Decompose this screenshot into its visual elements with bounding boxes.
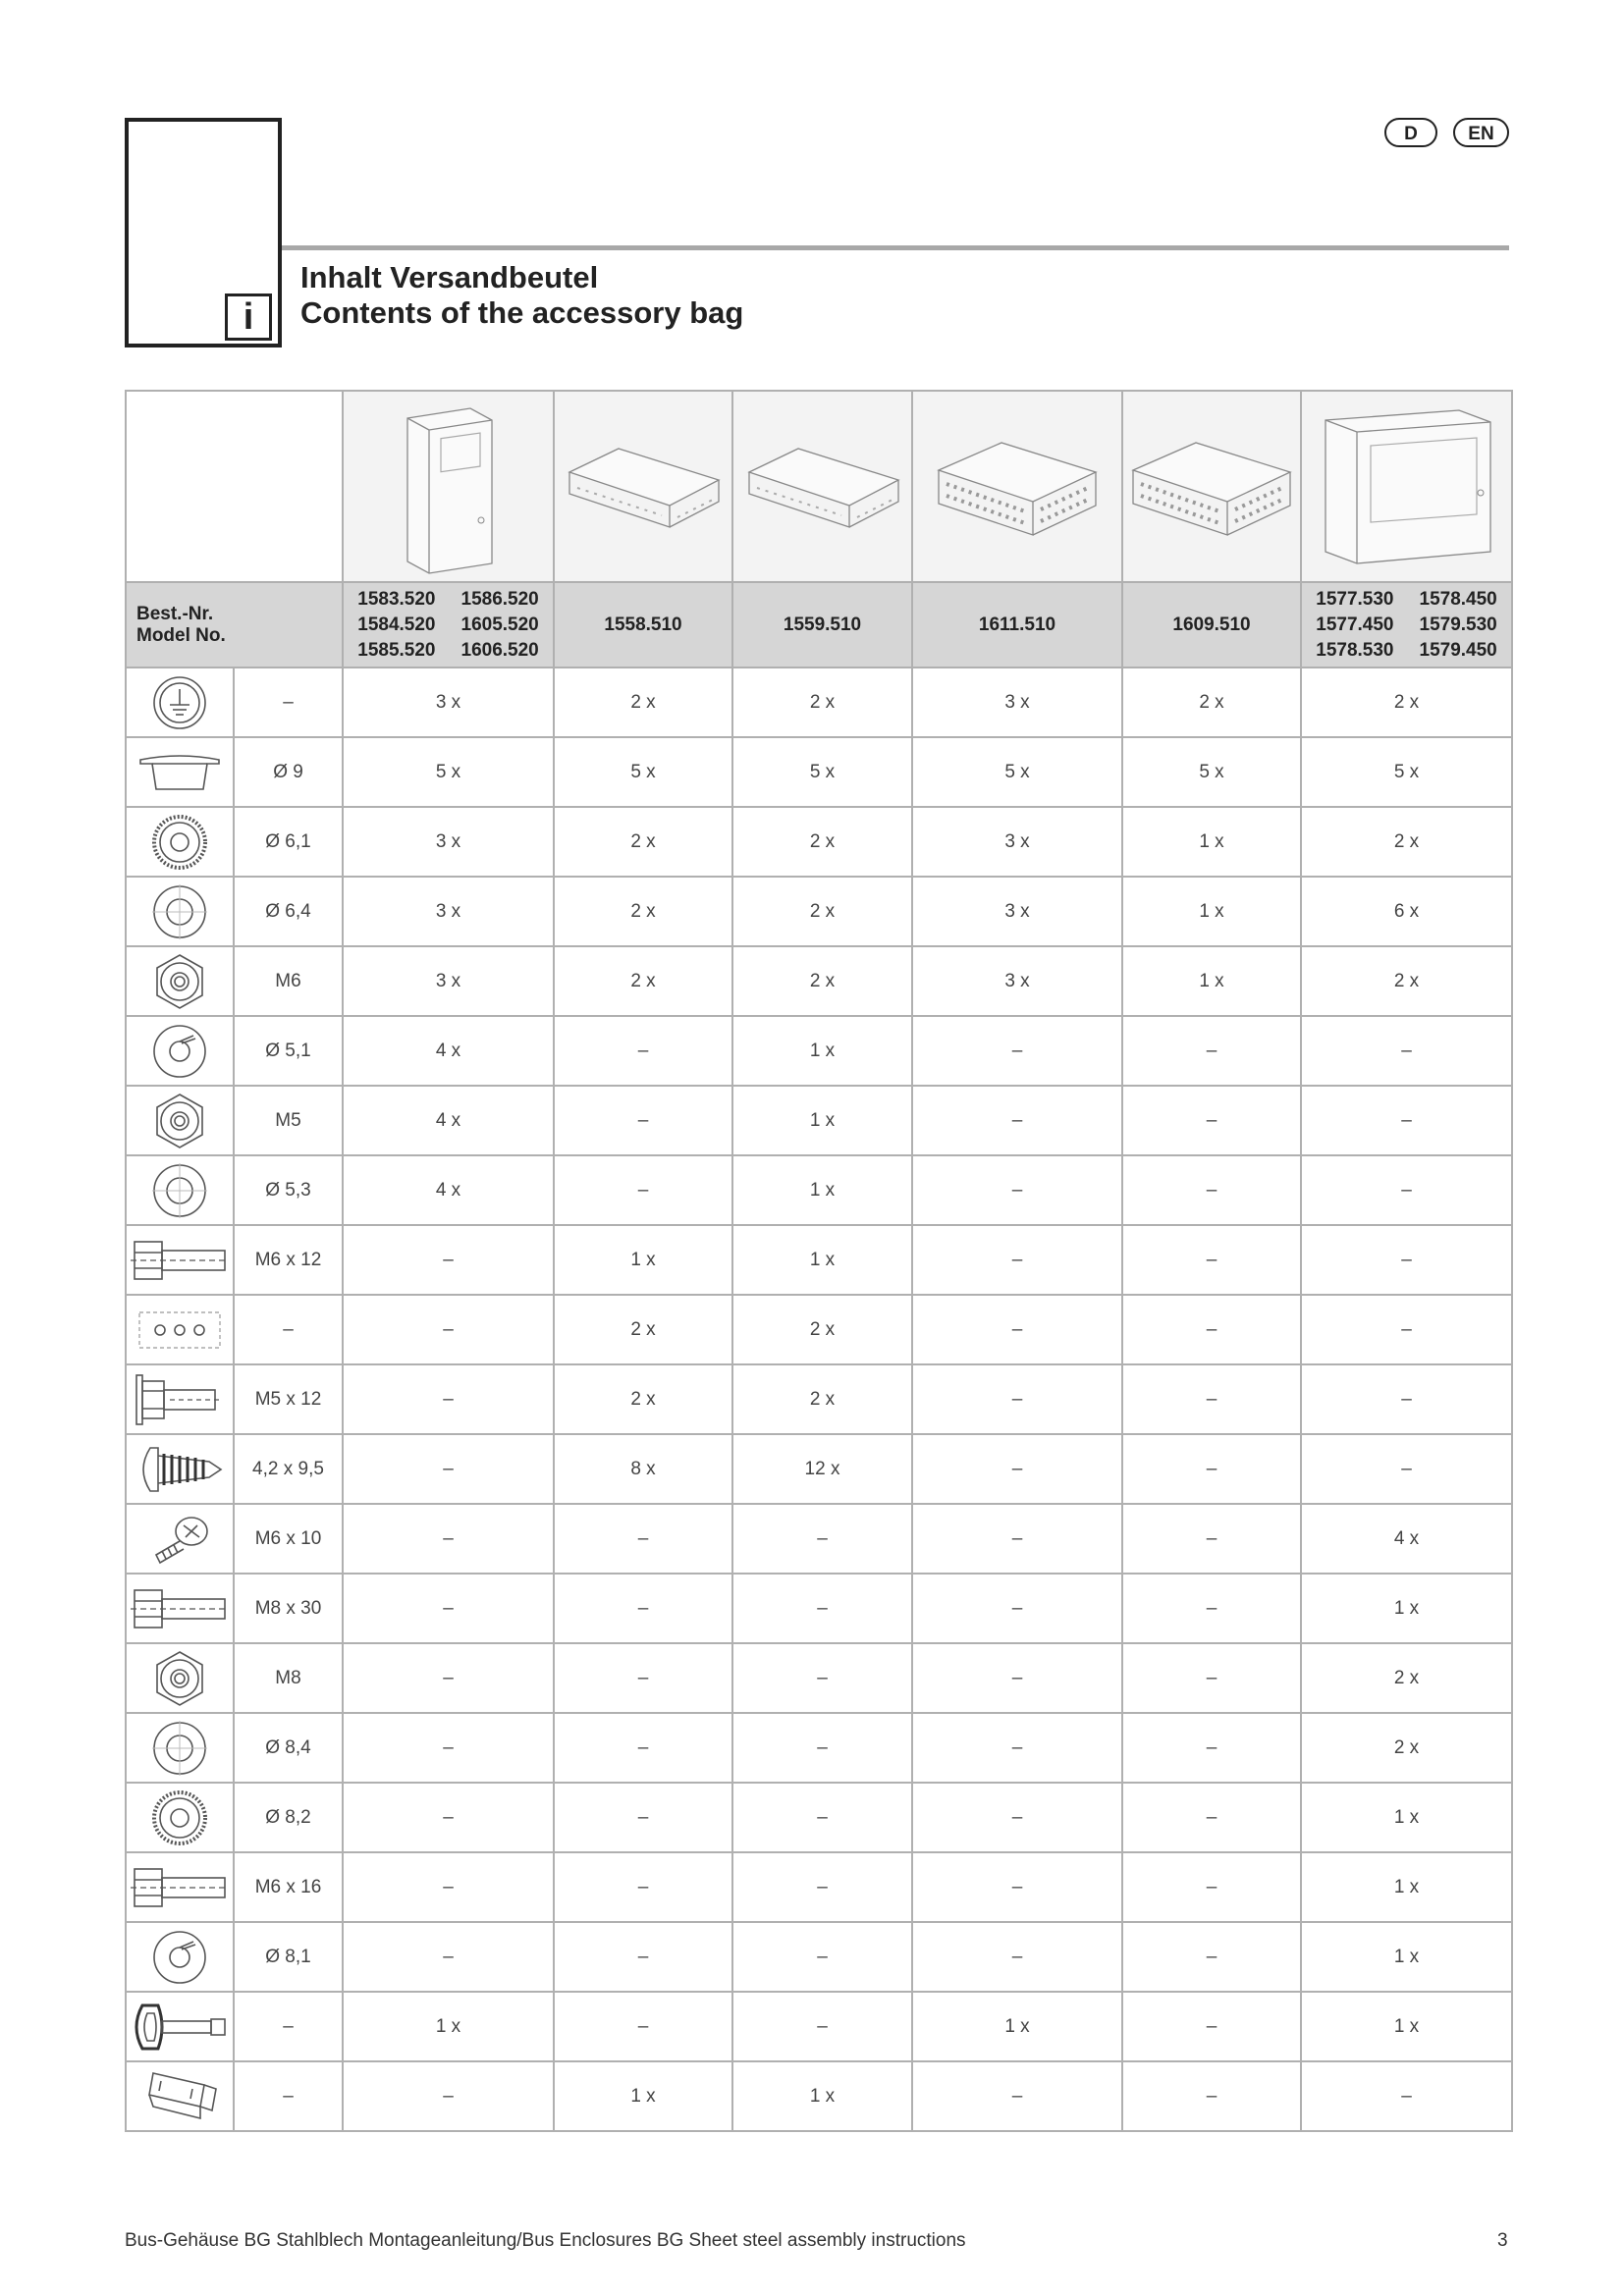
table-row	[126, 1364, 1512, 1434]
quantity-cell: 1 x	[1122, 877, 1301, 946]
quantity-cell: 2 x	[732, 946, 912, 1016]
table-row	[126, 1992, 1512, 2061]
quantity-cell: 3 x	[912, 667, 1122, 737]
hex-nut-icon	[127, 952, 233, 1011]
part-dimension: M6 x 12	[234, 1225, 343, 1295]
quantity-cell: 3 x	[343, 667, 554, 737]
page-title	[300, 260, 743, 331]
quantity-cell: –	[1301, 1295, 1512, 1364]
part-icon-cell	[126, 1504, 234, 1574]
quantity-cell: –	[1301, 1225, 1512, 1295]
model-number: 1586.520	[460, 588, 539, 610]
quantity-cell: 5 x	[343, 737, 554, 807]
quantity-cell: –	[732, 1992, 912, 2061]
quantity-cell: –	[554, 1783, 732, 1852]
quantity-cell: –	[1122, 2061, 1301, 2131]
part-icon-cell	[126, 1922, 234, 1992]
quantity-cell: 1 x	[732, 1086, 912, 1155]
quantity-cell: –	[912, 1852, 1122, 1922]
quantity-cell: 2 x	[732, 667, 912, 737]
quantity-cell: 2 x	[554, 807, 732, 877]
quantity-cell: 2 x	[554, 877, 732, 946]
model-number: 1577.450	[1316, 614, 1394, 635]
quantity-cell: –	[1122, 1295, 1301, 1364]
table-row	[126, 1643, 1512, 1713]
quantity-cell: 2 x	[1301, 1713, 1512, 1783]
perforated-enclosure-icon	[913, 423, 1121, 551]
part-icon-cell	[126, 1086, 234, 1155]
part-icon-cell	[126, 1225, 234, 1295]
part-dimension: Ø 9	[234, 737, 343, 807]
model-number-row	[126, 582, 1512, 667]
hex-bolt-icon	[127, 1236, 233, 1285]
quantity-cell: –	[912, 1574, 1122, 1643]
part-icon-cell	[126, 1643, 234, 1713]
table-row	[126, 807, 1512, 877]
pan-head-screw-icon	[127, 1510, 233, 1569]
lang-badge-en[interactable]: EN	[1453, 118, 1509, 147]
flat-enclosure-icon	[733, 423, 911, 551]
quantity-cell: 2 x	[732, 877, 912, 946]
quantity-cell: 1 x	[1301, 1574, 1512, 1643]
quantity-cell: 1 x	[343, 1992, 554, 2061]
part-icon-cell	[126, 1713, 234, 1783]
table-row	[126, 667, 1512, 737]
info-icon: i	[225, 294, 272, 341]
quantity-cell: 4 x	[343, 1016, 554, 1086]
product-image-cell	[1301, 391, 1512, 582]
quantity-cell: 2 x	[554, 1295, 732, 1364]
model-label-cell	[126, 582, 343, 667]
model-number: 1579.450	[1419, 639, 1497, 661]
quantity-cell: –	[554, 1086, 732, 1155]
washer-icon	[127, 1719, 233, 1778]
quantity-cell: –	[1122, 1852, 1301, 1922]
washer-icon	[127, 882, 233, 941]
quantity-cell: –	[1122, 1783, 1301, 1852]
part-dimension: Ø 8,2	[234, 1783, 343, 1852]
table-row	[126, 1713, 1512, 1783]
quantity-cell: 2 x	[554, 667, 732, 737]
part-icon-cell	[126, 1783, 234, 1852]
spring-washer-icon	[127, 1928, 233, 1987]
table-row	[126, 1434, 1512, 1504]
model-number: 1578.450	[1419, 588, 1497, 610]
quantity-cell: –	[554, 1992, 732, 2061]
quantity-cell: –	[1122, 1574, 1301, 1643]
part-dimension: Ø 5,3	[234, 1155, 343, 1225]
quantity-cell: 4 x	[1301, 1504, 1512, 1574]
grommet-icon	[127, 750, 233, 795]
quantity-cell: –	[343, 1922, 554, 1992]
quantity-cell: –	[912, 1016, 1122, 1086]
bracket-clip-icon	[127, 2067, 233, 2126]
model-number-cell: 1559.510	[732, 582, 912, 667]
hex-nut-icon	[127, 1092, 233, 1150]
part-icon-cell	[126, 667, 234, 737]
model-number-cell: 1558.510	[554, 582, 732, 667]
quantity-cell: –	[554, 1922, 732, 1992]
quantity-cell: 1 x	[732, 1155, 912, 1225]
product-image-cell	[912, 391, 1122, 582]
part-dimension: Ø 5,1	[234, 1016, 343, 1086]
part-icon-cell	[126, 1016, 234, 1086]
product-image-cell	[343, 391, 554, 582]
model-number-cell	[343, 582, 554, 667]
quantity-cell: 6 x	[1301, 877, 1512, 946]
quantity-cell: –	[1122, 1016, 1301, 1086]
quantity-cell: 1 x	[554, 1225, 732, 1295]
quantity-cell: 5 x	[1301, 737, 1512, 807]
part-icon-cell	[126, 1434, 234, 1504]
quantity-cell: 1 x	[1122, 807, 1301, 877]
hex-bolt-icon	[127, 1863, 233, 1912]
model-label-en: Model No.	[136, 624, 226, 646]
flange-bolt-icon	[127, 1372, 233, 1427]
hex-bolt-icon	[127, 1584, 233, 1633]
quantity-cell: –	[1301, 1364, 1512, 1434]
product-image-cell	[732, 391, 912, 582]
quantity-cell: –	[343, 1364, 554, 1434]
quantity-cell: 2 x	[1122, 667, 1301, 737]
table-row	[126, 1783, 1512, 1852]
title-en: Contents of the accessory bag	[300, 295, 744, 330]
quantity-cell: –	[912, 1295, 1122, 1364]
quantity-cell: 8 x	[554, 1434, 732, 1504]
part-icon-cell	[126, 1155, 234, 1225]
model-number: 1583.520	[357, 588, 436, 610]
quantity-cell: 1 x	[1122, 946, 1301, 1016]
quantity-cell: 2 x	[732, 1295, 912, 1364]
quantity-cell: –	[343, 1504, 554, 1574]
model-number: 1578.530	[1316, 639, 1394, 661]
tall-enclosure-icon	[344, 399, 553, 575]
model-number: 1577.530	[1316, 588, 1394, 610]
quantity-cell: –	[732, 1713, 912, 1783]
quantity-cell: –	[912, 1504, 1122, 1574]
lang-badge-de[interactable]: D	[1384, 118, 1437, 147]
quantity-cell: –	[554, 1504, 732, 1574]
quantity-cell: –	[1122, 1434, 1301, 1504]
serrated-washer-icon	[127, 1789, 233, 1847]
part-icon-cell	[126, 1295, 234, 1364]
key-icon	[127, 1998, 233, 2056]
model-number-cell: 1611.510	[912, 582, 1122, 667]
quantity-cell: –	[1122, 1155, 1301, 1225]
quantity-cell: –	[1301, 1155, 1512, 1225]
quantity-cell: –	[912, 1086, 1122, 1155]
quantity-cell: 3 x	[912, 807, 1122, 877]
quantity-cell: –	[343, 1434, 554, 1504]
quantity-cell: 3 x	[343, 877, 554, 946]
quantity-cell: 1 x	[1301, 1783, 1512, 1852]
quantity-cell: 1 x	[1301, 1992, 1512, 2061]
quantity-cell: 5 x	[732, 737, 912, 807]
part-dimension: M5 x 12	[234, 1364, 343, 1434]
washer-icon	[127, 1161, 233, 1220]
quantity-cell: –	[1122, 1364, 1301, 1434]
table-row	[126, 946, 1512, 1016]
title-rule	[282, 245, 1509, 250]
table-row	[126, 1504, 1512, 1574]
model-label-de: Best.-Nr.	[136, 603, 214, 624]
quantity-cell: 4 x	[343, 1155, 554, 1225]
part-icon-cell	[126, 1852, 234, 1922]
quantity-cell: 2 x	[1301, 667, 1512, 737]
part-dimension: –	[234, 1992, 343, 2061]
quantity-cell: 2 x	[732, 807, 912, 877]
quantity-cell: 3 x	[343, 946, 554, 1016]
part-dimension: Ø 8,1	[234, 1922, 343, 1992]
product-image-cell	[554, 391, 732, 582]
model-number: 1606.520	[460, 639, 539, 661]
model-number: 1584.520	[357, 614, 436, 635]
quantity-cell: 1 x	[732, 1225, 912, 1295]
quantity-cell: –	[1122, 1225, 1301, 1295]
title-de: Inhalt Versandbeutel	[300, 260, 599, 294]
quantity-cell: 1 x	[1301, 1852, 1512, 1922]
table-row	[126, 737, 1512, 807]
quantity-cell: 1 x	[732, 2061, 912, 2131]
quantity-cell: 5 x	[1122, 737, 1301, 807]
table-row	[126, 1574, 1512, 1643]
quantity-cell: –	[732, 1504, 912, 1574]
header-blank-cell	[126, 391, 343, 582]
product-image-cell	[1122, 391, 1301, 582]
quantity-cell: –	[732, 1643, 912, 1713]
page-number: 3	[1497, 2230, 1508, 2251]
quantity-cell: 2 x	[554, 1364, 732, 1434]
part-dimension: –	[234, 667, 343, 737]
part-dimension: –	[234, 2061, 343, 2131]
table-row	[126, 1086, 1512, 1155]
part-dimension: Ø 6,4	[234, 877, 343, 946]
part-dimension: M6	[234, 946, 343, 1016]
quantity-cell: –	[554, 1643, 732, 1713]
quantity-cell: 1 x	[1301, 1922, 1512, 1992]
quantity-cell: 4 x	[343, 1086, 554, 1155]
quantity-cell: –	[1122, 1086, 1301, 1155]
part-icon-cell	[126, 1992, 234, 2061]
part-icon-cell	[126, 737, 234, 807]
quantity-cell: 12 x	[732, 1434, 912, 1504]
part-dimension: Ø 6,1	[234, 807, 343, 877]
quantity-cell: –	[554, 1852, 732, 1922]
quantity-cell: –	[732, 1922, 912, 1992]
quantity-cell: –	[912, 1225, 1122, 1295]
quantity-cell: 2 x	[554, 946, 732, 1016]
footer-text: Bus-Gehäuse BG Stahlblech Montageanleitung/Bus Enclosures BG Sheet steel assembly instructions	[125, 2230, 966, 2251]
part-dimension: M8 x 30	[234, 1574, 343, 1643]
quantity-cell: –	[343, 1574, 554, 1643]
quantity-cell: 3 x	[912, 877, 1122, 946]
quantity-cell: –	[732, 1574, 912, 1643]
quantity-cell: 5 x	[554, 737, 732, 807]
quantity-cell: 5 x	[912, 737, 1122, 807]
quantity-cell: –	[912, 1364, 1122, 1434]
quantity-cell: 2 x	[732, 1364, 912, 1434]
table-row	[126, 1295, 1512, 1364]
quantity-cell: –	[1122, 1643, 1301, 1713]
quantity-cell: –	[1301, 2061, 1512, 2131]
table-row	[126, 1225, 1512, 1295]
part-dimension: M6 x 16	[234, 1852, 343, 1922]
part-dimension: –	[234, 1295, 343, 1364]
quantity-cell: –	[912, 1783, 1122, 1852]
quantity-cell: 1 x	[554, 2061, 732, 2131]
quantity-cell: –	[554, 1155, 732, 1225]
accessory-table	[125, 390, 1513, 2132]
part-dimension: Ø 8,4	[234, 1713, 343, 1783]
quantity-cell: –	[912, 1643, 1122, 1713]
quantity-cell: –	[1122, 1713, 1301, 1783]
quantity-cell: –	[912, 1713, 1122, 1783]
serrated-washer-icon	[127, 813, 233, 872]
model-number-cell: 1609.510	[1122, 582, 1301, 667]
hex-nut-icon	[127, 1649, 233, 1708]
quantity-cell: –	[554, 1016, 732, 1086]
earth-terminal-icon	[127, 673, 233, 732]
quantity-cell: 2 x	[1301, 807, 1512, 877]
quantity-cell: –	[732, 1852, 912, 1922]
quantity-cell: 1 x	[732, 1016, 912, 1086]
part-icon-cell	[126, 1364, 234, 1434]
part-icon-cell	[126, 946, 234, 1016]
quantity-cell: 2 x	[1301, 946, 1512, 1016]
model-number: 1579.530	[1419, 614, 1497, 635]
model-number: 1605.520	[460, 614, 539, 635]
quantity-cell: –	[343, 1852, 554, 1922]
wide-enclosure-icon	[1302, 399, 1511, 575]
quantity-cell: –	[732, 1783, 912, 1852]
quantity-cell: 3 x	[343, 807, 554, 877]
quantity-cell: 1 x	[912, 1992, 1122, 2061]
table-row	[126, 877, 1512, 946]
part-dimension: M6 x 10	[234, 1504, 343, 1574]
quantity-cell: –	[343, 1225, 554, 1295]
part-dimension: M5	[234, 1086, 343, 1155]
model-number-cell	[1301, 582, 1512, 667]
quantity-cell: –	[912, 1434, 1122, 1504]
spring-washer-icon	[127, 1022, 233, 1081]
quantity-cell: –	[912, 2061, 1122, 2131]
quantity-cell: –	[1301, 1016, 1512, 1086]
part-icon-cell	[126, 2061, 234, 2131]
quantity-cell: 3 x	[912, 946, 1122, 1016]
quantity-cell: –	[1301, 1086, 1512, 1155]
part-dimension: M8	[234, 1643, 343, 1713]
quantity-cell: –	[343, 1295, 554, 1364]
table-row	[126, 1155, 1512, 1225]
part-icon-cell	[126, 877, 234, 946]
clip-plate-icon	[127, 1308, 233, 1352]
quantity-cell: –	[912, 1155, 1122, 1225]
part-icon-cell	[126, 1574, 234, 1643]
flat-enclosure-icon	[555, 423, 731, 551]
quantity-cell: –	[343, 1783, 554, 1852]
quantity-cell: –	[1122, 1922, 1301, 1992]
table-row	[126, 1016, 1512, 1086]
quantity-cell: –	[554, 1574, 732, 1643]
quantity-cell: –	[343, 2061, 554, 2131]
quantity-cell: –	[1122, 1992, 1301, 2061]
table-row	[126, 1922, 1512, 1992]
quantity-cell: –	[1301, 1434, 1512, 1504]
quantity-cell: –	[343, 1643, 554, 1713]
model-number: 1585.520	[357, 639, 436, 661]
quantity-cell: –	[912, 1922, 1122, 1992]
quantity-cell: –	[343, 1713, 554, 1783]
perforated-enclosure-icon	[1123, 423, 1300, 551]
product-image-row	[126, 391, 1512, 582]
quantity-cell: 2 x	[1301, 1643, 1512, 1713]
quantity-cell: –	[1122, 1504, 1301, 1574]
part-icon-cell	[126, 807, 234, 877]
table-row	[126, 2061, 1512, 2131]
part-dimension: 4,2 x 9,5	[234, 1434, 343, 1504]
quantity-cell: –	[554, 1713, 732, 1783]
table-row	[126, 1852, 1512, 1922]
tapping-screw-icon	[127, 1442, 233, 1497]
